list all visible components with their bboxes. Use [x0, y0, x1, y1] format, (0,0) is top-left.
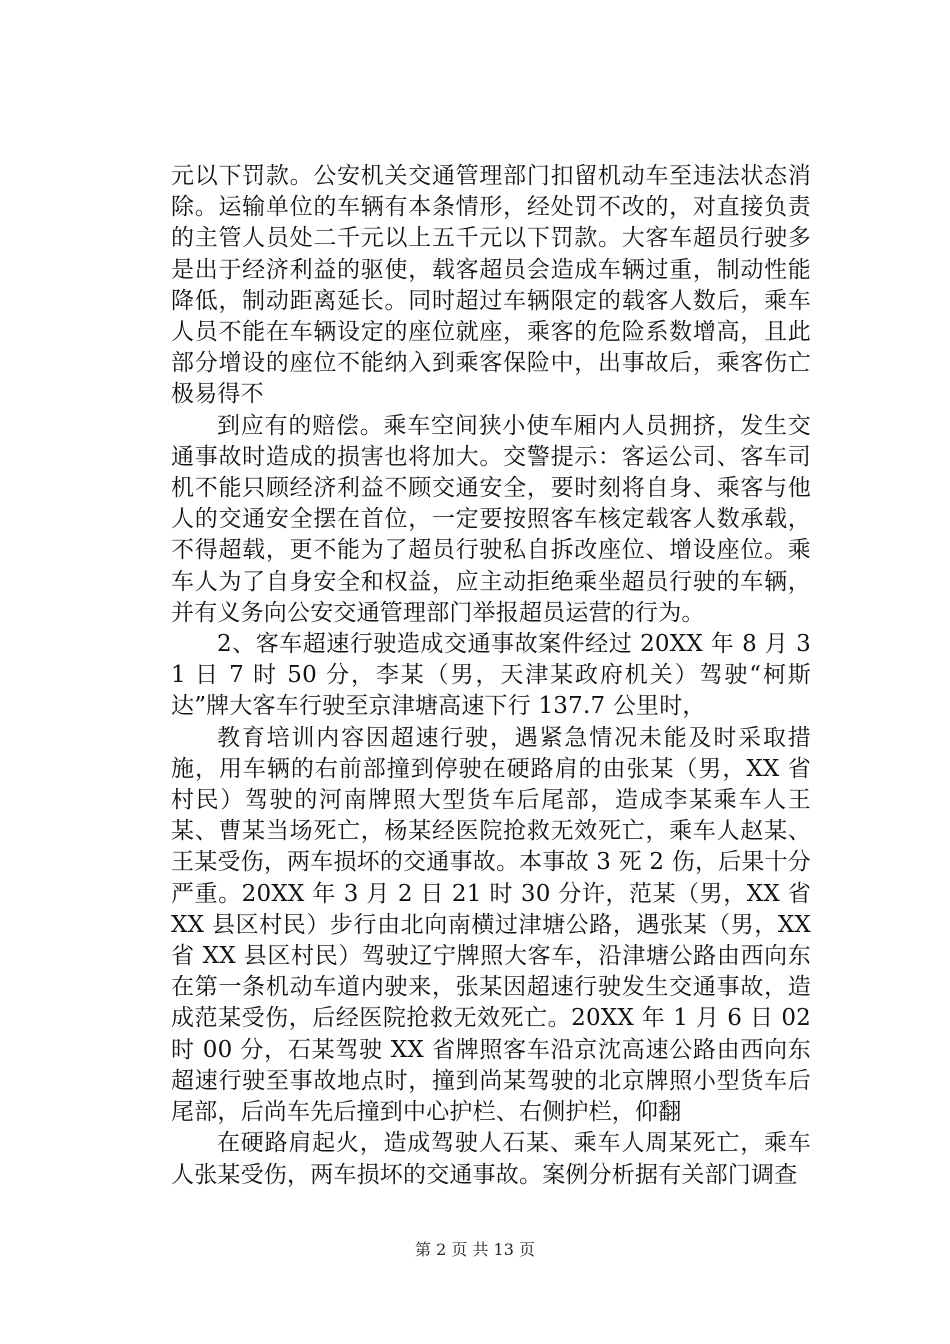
paragraph: 到应有的赔偿。乘车空间狭小使车厢内人员拥挤，发生交通事故时造成的损害也将加大。交警提示：客运公司、客车司机不能只顾经济利益不顾交通安全，要时刻将自身、乘客与他人的交通安全摆在首位，一定要按照客车核定载客人数承载，不得超载，更不能为了超员行驶私自拆改座位、增设座位。乘车人为了自身安全和权益，应主动拒绝乘坐超员行驶的车辆，并有义务向公安交通管理部门举报超员运营的行为。: [171, 412, 811, 626]
paragraph: 教育培训内容因超速行驶，遇紧急情况未能及时采取措施，用车辆的右前部撞到停驶在硬路肩的由张某（男，XX 省村民）驾驶的河南牌照大型货车后尾部，造成李某乘车人王某、曹某当场死亡，杨某经医院抢救无效死亡，乘车人赵某、王某受伤，两车损坏的交通事故。本事故 3 死 2 伤，后果十分严重。20XX 年 3 月 2 日 21 时 30 分许，范某（男，XX 省 XX 县区村民）步行由北向南横过津塘公路，遇张某（男，XX 省 XX 县区村民）驾驶辽宁牌照大客车，沿津塘公路由西向东在第一条机动车道内驶来，张某因超速行驶发生交通事故，造成范某受伤，后经医院抢救无效死亡。20XX 年 1 月 6 日 02 时 00 分，石某驾驶 XX 省牌照客车沿京沈高速公路由西向东超速行驶至事故地点时，撞到尚某驾驶的北京牌照小型货车后尾部，后尚车先后撞到中心护栏、右侧护栏，仰翻: [171, 724, 811, 1126]
page-number-footer: 第 2 页 共 13 页: [415, 1240, 535, 1259]
paragraph: 2、客车超速行驶造成交通事故案件经过 20XX 年 8 月 31 日 7 时 50 分，李某（男，天津某政府机关）驾驶“柯斯达”牌大客车行驶至京津塘高速下行 137.7 公里时，: [171, 631, 811, 720]
document-body: [171, 161, 811, 1191]
paragraph: 在硬路肩起火，造成驾驶人石某、乘车人周某死亡，乘车人张某受伤，两车损坏的交通事故。案例分析据有关部门调查: [171, 1130, 811, 1188]
paragraph: 元以下罚款。公安机关交通管理部门扣留机动车至违法状态消除。运输单位的车辆有本条情形，经处罚不改的，对直接负责的主管人员处二千元以上五千元以下罚款。大客车超员行驶多是出于经济利益的驱使，载客超员会造成车辆过重，制动性能降低，制动距离延长。同时超过车辆限定的载客人数后，乘车人员不能在车辆设定的座位就座，乘客的危险系数增高，且此部分增设的座位不能纳入到乘客保险中，出事故后，乘客伤亡极易得不: [171, 163, 811, 408]
